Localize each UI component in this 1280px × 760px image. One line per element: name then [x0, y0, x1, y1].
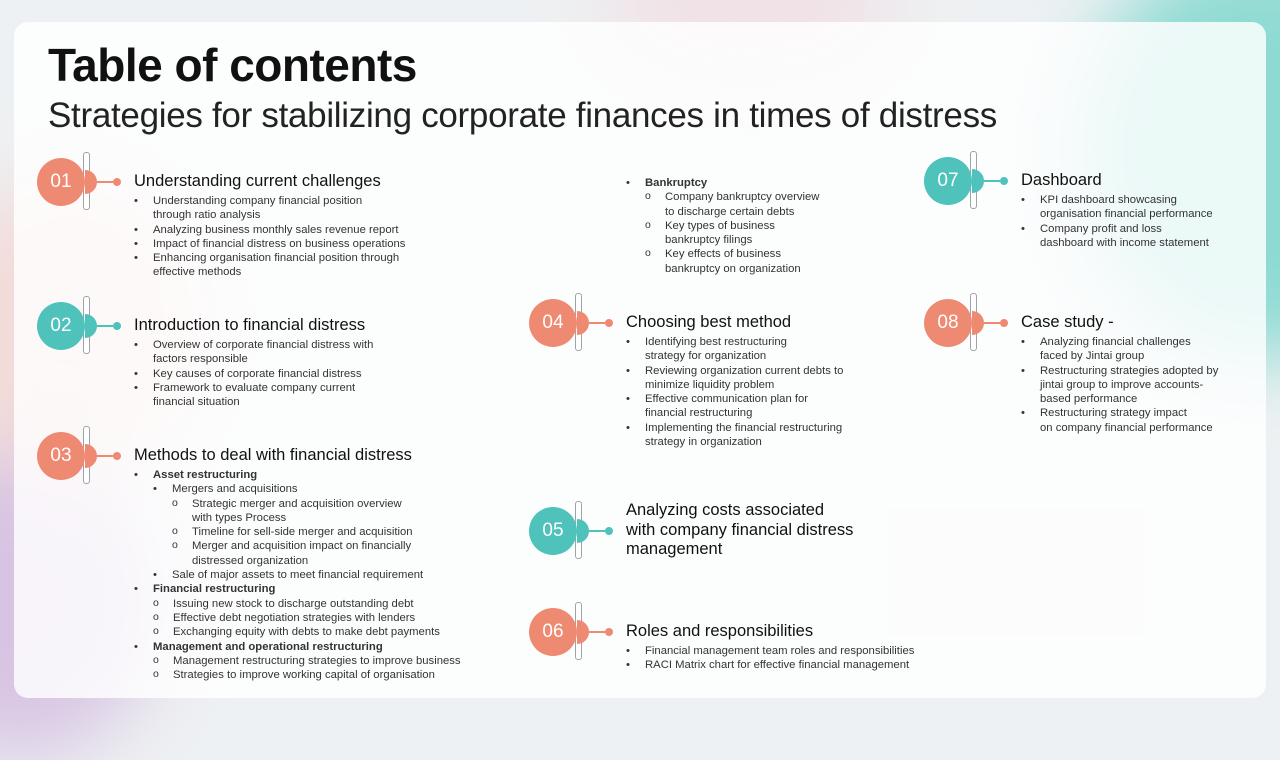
list-item: [134, 468, 494, 582]
bankruptcy-block: [626, 176, 886, 276]
item-list: [626, 176, 886, 276]
list-item: • Sale of major assets to meet financial requirement: [153, 568, 494, 582]
section-body: [1021, 170, 1261, 250]
section-marker: [924, 151, 1016, 211]
list-item: • Framework to evaluate company current financial situation: [134, 381, 464, 410]
half-circle-icon: [577, 519, 589, 543]
item-list: [134, 338, 464, 409]
item-list: [1021, 193, 1261, 250]
subheading-asset: Asset restructuring: [153, 469, 258, 481]
section-number-badge: 07: [924, 157, 972, 205]
section-number-badge: 01: [37, 158, 85, 206]
section-marker: [37, 152, 129, 212]
list-item: o Strategies to improve working capital of organisation: [153, 668, 494, 682]
section-marker: [37, 426, 129, 486]
page-title: Table of contents: [48, 39, 417, 91]
section-marker: [529, 501, 621, 561]
list-item: o Key effects of business bankruptcy on organization: [645, 247, 886, 276]
connector-dot-icon: [605, 527, 613, 535]
section-number-badge: 06: [529, 608, 577, 656]
half-circle-icon: [85, 444, 97, 468]
list-item: o Key types of business bankruptcy filings: [645, 219, 886, 248]
list-item: • Understanding company financial position through ratio analysis: [134, 194, 464, 223]
sub-list: [153, 597, 494, 640]
connector-dot-icon: [113, 322, 121, 330]
list-item: o Timeline for sell-side merger and acquisition: [172, 525, 494, 539]
list-item: o Effective debt negotiation strategies with lenders: [153, 611, 494, 625]
section-number-badge: 04: [529, 299, 577, 347]
subheading-bankruptcy: Bankruptcy: [645, 177, 708, 189]
section-marker: [529, 602, 621, 662]
half-circle-icon: [972, 169, 984, 193]
list-item: • Identifying best restructuring strategy for organization: [626, 335, 956, 364]
list-item: • Analyzing business monthly sales revenue report: [134, 223, 464, 237]
list-item: • Restructuring strategy impact on company financial performance: [1021, 406, 1261, 435]
section-number-badge: 08: [924, 299, 972, 347]
connector-line: [984, 322, 1000, 324]
subheading-financial: Financial restructuring: [153, 583, 276, 596]
item-list: [134, 194, 464, 280]
list-item: o Company bankruptcy overview to discharge certain debts: [645, 190, 886, 219]
connector-dot-icon: [1000, 177, 1008, 185]
connector-line: [589, 322, 605, 324]
list-item: • Company profit and loss dashboard with income statement: [1021, 222, 1261, 251]
list-item: o Exchanging equity with debts to make debt payments: [153, 625, 494, 639]
section-heading[interactable]: Methods to deal with financial distress: [134, 446, 412, 464]
section-body: [134, 171, 464, 280]
section-body: [134, 315, 464, 409]
list-item: • Overview of corporate financial distress with factors responsible: [134, 338, 464, 367]
section-heading[interactable]: Roles and responsibilities: [626, 622, 814, 640]
section-body: [626, 501, 956, 563]
section-heading[interactable]: Choosing best method: [626, 313, 792, 331]
half-circle-icon: [577, 311, 589, 335]
item-list: [1021, 335, 1261, 435]
list-item: • Analyzing financial challenges faced by Jintai group: [1021, 335, 1261, 364]
item-list: [626, 644, 986, 673]
subheading-management: Management and operational restructuring: [153, 640, 383, 653]
list-item: • Impact of financial distress on business operations: [134, 237, 464, 251]
section-marker: [37, 296, 129, 356]
section-heading[interactable]: Dashboard: [1021, 171, 1102, 189]
sub-list: [645, 190, 886, 276]
list-item: • Effective communication plan for financial restructuring: [626, 392, 956, 421]
connector-dot-icon: [113, 178, 121, 186]
section-marker: [924, 293, 1016, 353]
list-item: o Management restructuring strategies to improve business: [153, 654, 494, 668]
connector-line: [589, 631, 605, 633]
section-heading[interactable]: Introduction to financial distress: [134, 316, 366, 334]
page-subtitle: Strategies for stabilizing corporate finances in times of distress: [48, 96, 997, 135]
list-item: • Key causes of corporate financial distress: [134, 367, 464, 381]
list-item: • KPI dashboard showcasing organisation financial performance: [1021, 193, 1261, 222]
section-marker: [529, 293, 621, 353]
list-item: o Issuing new stock to discharge outstanding debt: [153, 597, 494, 611]
section-heading[interactable]: Analyzing costs associated with company financial distress management: [626, 501, 854, 558]
half-circle-icon: [577, 620, 589, 644]
half-circle-icon: [972, 311, 984, 335]
list-item: • Implementing the financial restructuring strategy in organization: [626, 421, 956, 450]
section-body: [626, 621, 986, 673]
list-item: [134, 582, 494, 639]
section-number-badge: 03: [37, 432, 85, 480]
connector-line: [97, 181, 113, 183]
connector-line: [97, 455, 113, 457]
half-circle-icon: [85, 314, 97, 338]
section-number-badge: 02: [37, 302, 85, 350]
sub-sub-list: [172, 497, 494, 568]
sub-list: [153, 654, 494, 683]
half-circle-icon: [85, 170, 97, 194]
section-heading[interactable]: Case study -: [1021, 313, 1114, 331]
list-item: [626, 176, 886, 276]
connector-dot-icon: [113, 452, 121, 460]
connector-dot-icon: [605, 628, 613, 636]
list-item: • Mergers and acquisitions o Strategic merger and acquisition overview with types Process o Timeline for sell-side merger and acquisition o Merger and acquisition impact on financially distressed organization: [153, 482, 494, 568]
connector-dot-icon: [1000, 319, 1008, 327]
list-item: • Financial management team roles and responsibilities: [626, 644, 986, 658]
list-item: [134, 640, 494, 683]
list-item: o Merger and acquisition impact on financially distressed organization: [172, 539, 494, 568]
list-item: • Reviewing organization current debts to minimize liquidity problem: [626, 364, 956, 393]
connector-dot-icon: [605, 319, 613, 327]
section-number-badge: 05: [529, 507, 577, 555]
connector-line: [984, 180, 1000, 182]
connector-line: [97, 325, 113, 327]
list-item: • RACI Matrix chart for effective financial management: [626, 658, 986, 672]
section-body: [1021, 312, 1261, 435]
list-item: • Restructuring strategies adopted by jintai group to improve accounts- based performance: [1021, 364, 1261, 407]
section-heading[interactable]: Understanding current challenges: [134, 172, 381, 190]
section-body: [626, 312, 956, 449]
section-body: [134, 445, 494, 682]
sub-list: [153, 482, 494, 582]
list-item: • Enhancing organisation financial position through effective methods: [134, 251, 464, 280]
item-list: [626, 335, 956, 449]
item-list: [134, 468, 494, 682]
list-item: o Strategic merger and acquisition overview with types Process: [172, 497, 494, 526]
connector-line: [589, 530, 605, 532]
